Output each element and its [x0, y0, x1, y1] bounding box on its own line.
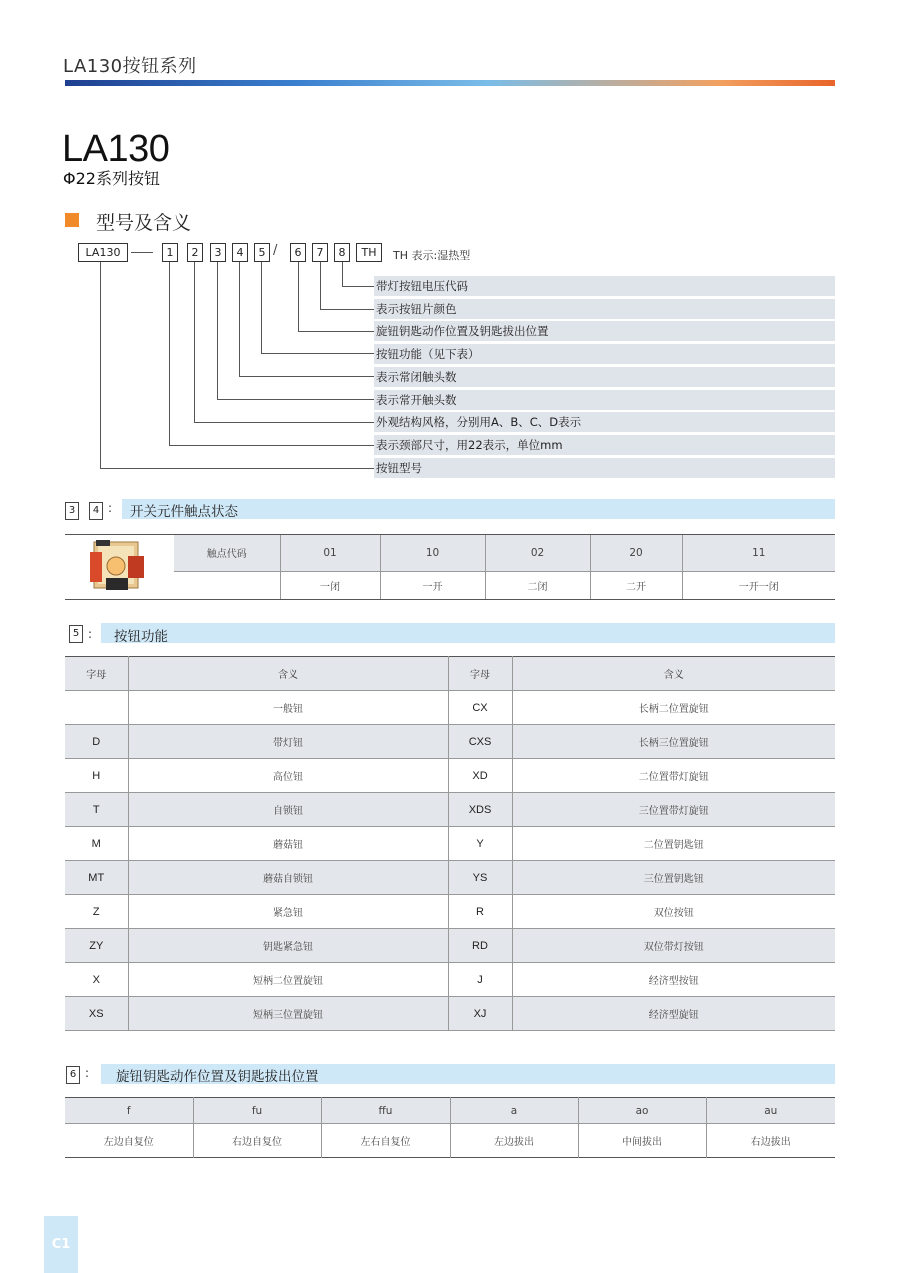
section-colon: : — [88, 627, 93, 641]
function-meaning: 双位带灯按钮 — [512, 929, 835, 963]
function-meaning: 二位置带灯旋钮 — [512, 759, 835, 793]
contact-code: 10 — [380, 535, 485, 571]
connector-line — [261, 262, 262, 354]
function-meaning: 钥匙紧急钮 — [128, 929, 448, 963]
section-contacts-title: 开关元件触点状态 — [130, 504, 238, 520]
code-digit-6: 6 — [290, 243, 306, 262]
contact-empty-cell — [174, 571, 280, 599]
header-letter: 字母 — [448, 657, 512, 691]
code-digit-4: 4 — [232, 243, 248, 262]
position-code: f — [126, 1104, 131, 1117]
function-letter: Z — [65, 895, 128, 929]
function-meaning: 紧急钮 — [128, 895, 448, 929]
position-meaning: 右边自复位 — [193, 1124, 321, 1158]
contact-block-photo — [88, 538, 150, 596]
function-letter: M — [65, 827, 128, 861]
section-bar-function — [101, 623, 835, 643]
connector-line — [194, 422, 374, 423]
function-letter: XJ — [448, 997, 512, 1031]
position-meaning: 右边拔出 — [706, 1124, 835, 1158]
contact-code: 02 — [485, 535, 590, 571]
contact-code: 20 — [590, 535, 682, 571]
function-meaning: 短柄二位置旋钮 — [128, 963, 448, 997]
function-letter: YS — [448, 861, 512, 895]
connector-line — [217, 262, 218, 400]
connector-line — [169, 445, 374, 446]
position-code: ao — [578, 1098, 706, 1124]
code-th: TH — [356, 243, 382, 262]
code-prefix: LA130 — [78, 243, 128, 262]
section-position-title: 旋钮钥匙动作位置及钥匙拔出位置 — [116, 1069, 319, 1085]
table-row — [65, 691, 835, 725]
position-code: ffu — [321, 1098, 450, 1124]
section-function-title: 按钮功能 — [114, 629, 168, 645]
code-digit-3: 3 — [210, 243, 226, 262]
function-letter: H — [65, 759, 128, 793]
function-meaning: 长柄二位置旋钮 — [512, 691, 835, 725]
contact-state: 一开 — [380, 571, 485, 599]
function-meaning: 双位按钮 — [512, 895, 835, 929]
section-num-5: 5 — [69, 625, 83, 643]
function-meaning: 二位置钥匙钮 — [512, 827, 835, 861]
contact-state: 二开 — [590, 571, 682, 599]
page-number-tab: C1 — [44, 1216, 78, 1273]
connector-line — [342, 286, 374, 287]
function-letter: CXS — [448, 725, 512, 759]
function-letter: J — [448, 963, 512, 997]
function-meaning: 带灯钮 — [128, 725, 448, 759]
function-letter — [65, 691, 128, 725]
section-num-4: 4 — [89, 502, 103, 520]
header-meaning: 含义 — [128, 657, 448, 691]
connector-line — [298, 331, 374, 332]
function-letter: CX — [448, 691, 512, 725]
section-colon: : — [108, 501, 113, 515]
table-row — [65, 827, 835, 861]
desc-row: 外观结构风格，分别用A、B、C、D表示 — [374, 412, 835, 432]
connector-line — [100, 468, 374, 469]
connector-line — [342, 262, 343, 286]
connector-line — [298, 262, 299, 332]
connector-line — [320, 309, 374, 310]
connector-line — [320, 262, 321, 309]
function-meaning: 一般钮 — [128, 691, 448, 725]
function-letter: RD — [448, 929, 512, 963]
table-row — [65, 929, 835, 963]
series-title: LA130按钮系列 — [63, 56, 197, 77]
position-code: a — [450, 1098, 578, 1124]
contact-row-label: 触点代码 — [206, 549, 247, 561]
code-digit-1: 1 — [162, 243, 178, 262]
code-dash — [131, 252, 153, 253]
desc-row: 按钮型号 — [374, 458, 835, 478]
desc-row: 带灯按钮电压代码 — [374, 276, 835, 296]
function-letter: T — [65, 793, 128, 827]
contact-state: 二闭 — [485, 571, 590, 599]
connector-line — [261, 353, 374, 354]
table-row — [65, 725, 835, 759]
position-meaning: 中间拔出 — [578, 1124, 706, 1158]
function-meaning: 三位置带灯旋钮 — [512, 793, 835, 827]
function-meaning: 蘑菇钮 — [128, 827, 448, 861]
code-digit-8: 8 — [334, 243, 350, 262]
product-model: LA130 — [62, 128, 170, 170]
connector-line — [239, 262, 240, 377]
contact-state: 一闭 — [280, 571, 380, 599]
function-meaning: 经济型按钮 — [512, 963, 835, 997]
connector-line — [169, 262, 170, 446]
position-meaning: 左右自复位 — [321, 1124, 450, 1158]
table-row — [65, 793, 835, 827]
desc-row: 表示常开触头数 — [374, 390, 835, 410]
function-letter: XDS — [448, 793, 512, 827]
contact-table — [174, 535, 835, 599]
connector-line — [239, 376, 374, 377]
th-note: TH 表示:湿热型 — [393, 249, 471, 262]
table-row — [65, 963, 835, 997]
code-digit-2: 2 — [187, 243, 203, 262]
desc-row: 旋钮钥匙动作位置及钥匙拔出位置 — [374, 321, 835, 341]
desc-row: 表示常闭触头数 — [374, 367, 835, 387]
desc-row: 表示按钮片颜色 — [374, 299, 835, 319]
desc-row: 表示颈部尺寸，用22表示，单位mm — [374, 435, 835, 455]
header-letter: 字母 — [65, 657, 128, 691]
table-row — [65, 997, 835, 1031]
contact-state: 一开一闭 — [682, 571, 835, 599]
function-letter: D — [65, 725, 128, 759]
product-subtitle: Φ22系列按钮 — [63, 169, 160, 188]
section-num-3: 3 — [65, 502, 79, 520]
connector-line — [194, 262, 195, 423]
function-meaning: 三位置钥匙钮 — [512, 861, 835, 895]
function-letter: X — [65, 963, 128, 997]
table-row — [65, 861, 835, 895]
connector-line — [100, 262, 101, 469]
desc-row: 按钮功能（见下表） — [374, 344, 835, 364]
section-num-6: 6 — [66, 1066, 80, 1084]
function-meaning: 经济型旋钮 — [512, 997, 835, 1031]
code-digit-7: 7 — [312, 243, 328, 262]
position-code: au — [706, 1098, 835, 1124]
function-meaning: 短柄三位置旋钮 — [128, 997, 448, 1031]
section-model-title: 型号及含义 — [96, 212, 192, 234]
function-letter: Y — [448, 827, 512, 861]
header-meaning: 含义 — [512, 657, 835, 691]
header-gradient-rule — [65, 80, 835, 86]
function-table — [65, 656, 835, 1031]
function-letter: XD — [448, 759, 512, 793]
function-meaning: 自锁钮 — [128, 793, 448, 827]
position-code: fu — [193, 1098, 321, 1124]
table-bottom-rule — [65, 599, 835, 600]
function-meaning: 高位钮 — [128, 759, 448, 793]
function-letter: MT — [65, 861, 128, 895]
position-meaning: 左边拔出 — [450, 1124, 578, 1158]
code-slash: / — [273, 243, 278, 258]
code-digit-5: 5 — [254, 243, 270, 262]
table-row — [65, 759, 835, 793]
position-table — [65, 1097, 835, 1158]
position-meaning: 左边自复位 — [103, 1137, 154, 1148]
contact-code: 01 — [280, 535, 380, 571]
contact-code: 11 — [682, 535, 835, 571]
function-letter: R — [448, 895, 512, 929]
function-meaning: 长柄三位置旋钮 — [512, 725, 835, 759]
section-bullet-icon — [65, 213, 79, 227]
table-row — [65, 895, 835, 929]
section-colon: : — [85, 1066, 90, 1080]
function-letter: XS — [65, 997, 128, 1031]
connector-line — [217, 399, 374, 400]
function-meaning: 蘑菇自锁钮 — [128, 861, 448, 895]
function-letter: ZY — [65, 929, 128, 963]
